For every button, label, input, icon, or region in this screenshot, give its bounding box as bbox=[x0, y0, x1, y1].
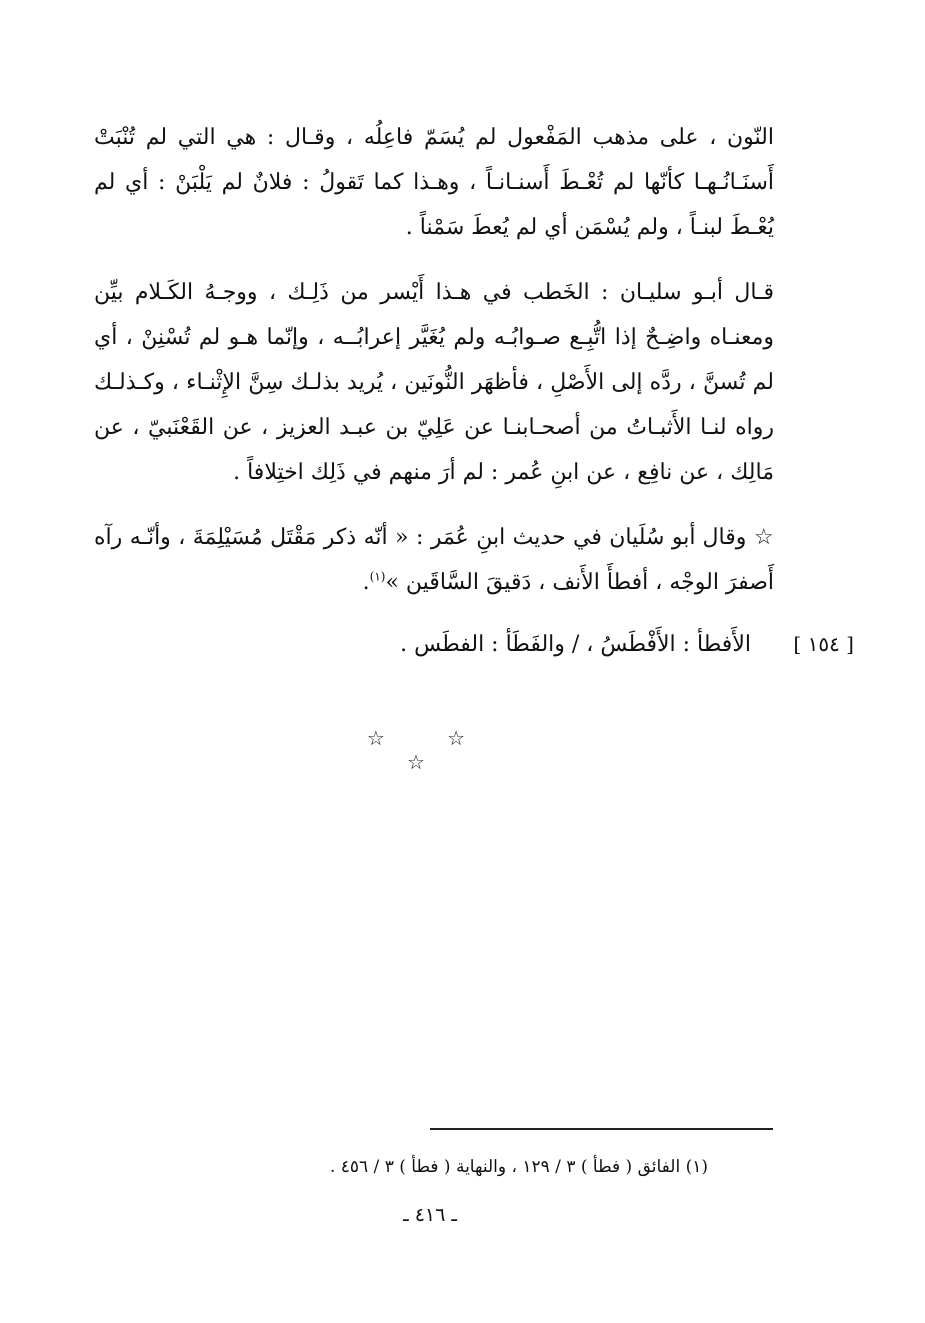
gloss-text: الأَفطأ : الأَفْطَسُ ، / والفَطَأ : الفطَس . bbox=[400, 632, 751, 657]
paragraph-1: النّون ، على مذهب المَفْعول لم يُسَمّ فاعِلُه ، وقـال : هي التي لم تُنْبَتْ أَسنَـانُـهـا كأنّها لم تُعْـطَ أَسنـانـاً ، وهـذا كما تَقولُ : فلانٌ لم يَلْبَنْ : أي لم يُعْـطَ لبنـاً ، ولم يُسْمَن أي لم يُعطَ سَمْناً . bbox=[94, 125, 774, 240]
hadith-end: . bbox=[362, 570, 370, 595]
paragraph-2: قـال أبـو سليـان : الخَطب في هـذا أَيْسر من ذَلِـك ، ووجـهُ الكَـلام بيِّن ومعنـاه واضِـحٌ إذا اتُّبِـع صـوابُـه ولم يُغَيَّر إعرابُــه ، وإنّما هـو لم تُسْنِنْ ، أي لم تُسنَّ ، ردَّه إلى الأَصْلِ ، فأظهَر النُّونَين ، يُريد بذلـك سِنَّ الإِثْنـاء ، وكـذلـك رواه لنـا الأَثبـاتُ من أصحـابنـا عن عَلِيّ بن عبـد العزيز ، عن القَعْنَبيّ ، عن مَالِك ، عن نافِع ، عن ابنِ عُمر : لم أرَ منهم في ذَلِك اختِلافاً . bbox=[94, 280, 774, 485]
star-icon: ☆ bbox=[753, 525, 774, 550]
hadith-paragraph bbox=[94, 515, 774, 605]
hadith-text: وقال أبو سُلَيان في حديث ابنِ عُمَر : « أنّه ذكر مَقْتَل مُسَيْلِمَةَ ، وأنّـه رآه أَصفرَ الوجْه ، أفطأَ الأَنف ، دَقيقَ السَّاقَين » bbox=[94, 525, 774, 595]
footnote-marker[interactable]: (١) bbox=[369, 569, 386, 584]
gloss-row bbox=[94, 622, 854, 667]
footnote: (١) الفائق ( فطأ ) ٣ / ١٢٩ ، والنهاية ( فطأ ) ٣ / ٤٥٦ . bbox=[329, 1157, 708, 1177]
section-separator-stars: ☆ ☆ ☆ bbox=[366, 726, 494, 774]
margin-page-number: [ ١٥٤ ] bbox=[793, 632, 854, 656]
footnote-rule bbox=[430, 1128, 773, 1130]
page-number: ـ ٤١٦ ـ bbox=[403, 1204, 457, 1226]
